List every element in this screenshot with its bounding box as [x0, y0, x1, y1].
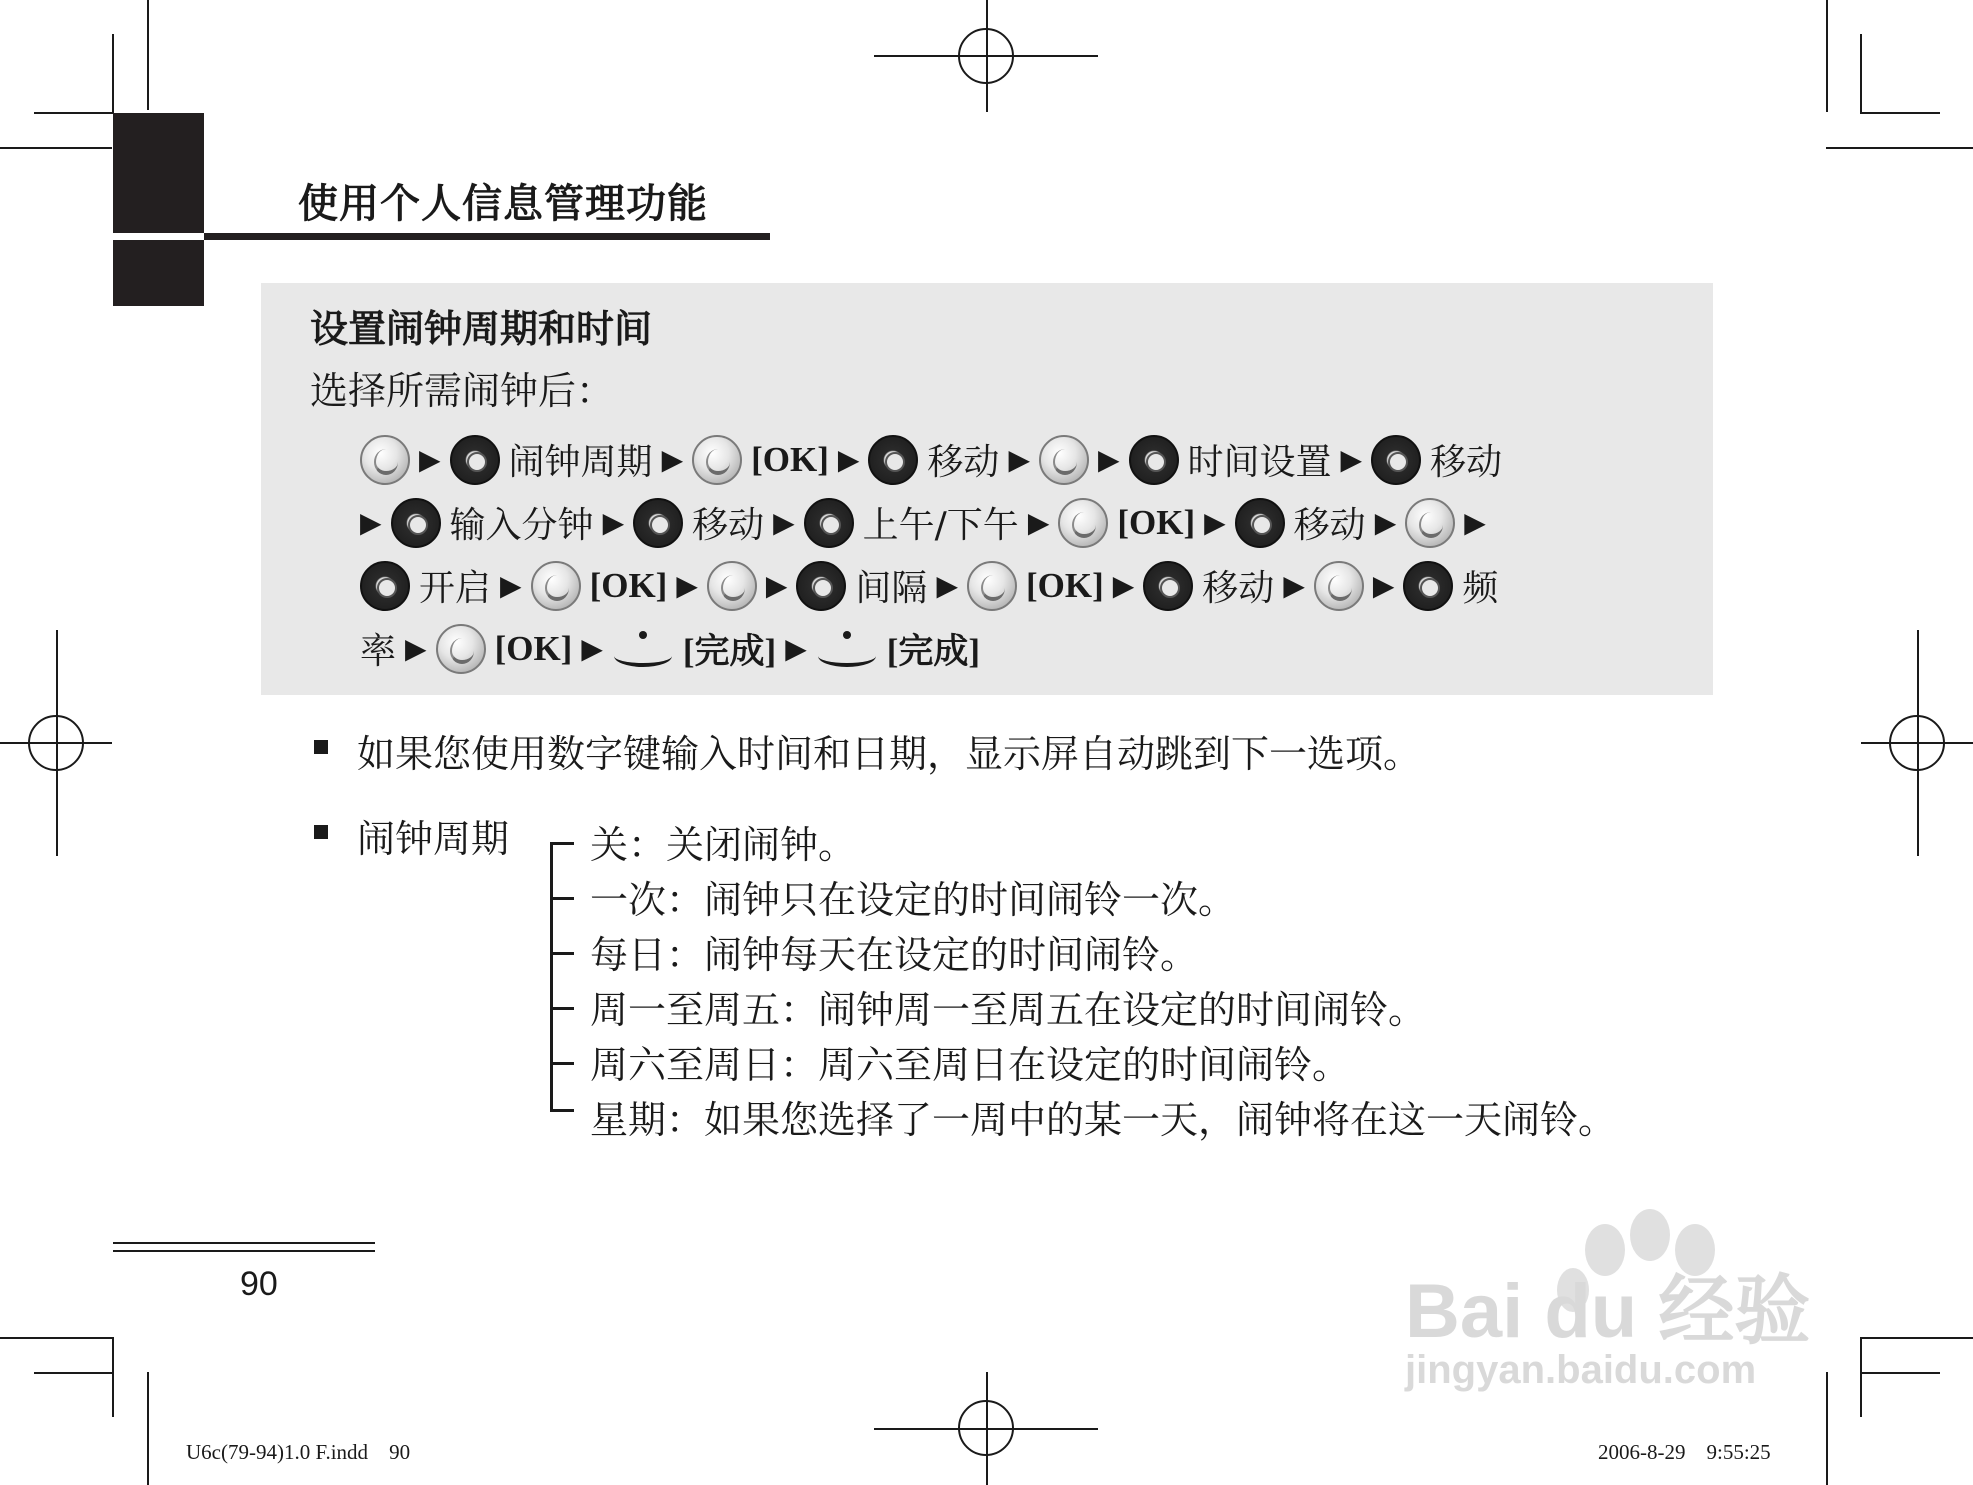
- procedure-steps: [360, 428, 1700, 680]
- step-enter-minutes: 输入分钟: [449, 505, 594, 546]
- option-weekend: 周六至周日：周六至周日在设定的时间闹铃。: [590, 1043, 1351, 1087]
- step-arrow-icon: ▶: [1374, 506, 1397, 539]
- step-done: [完成]: [682, 631, 777, 671]
- option-tree-bracket: [550, 842, 567, 1112]
- step-interval: 间隔: [855, 568, 928, 609]
- navigation-key-icon: [1129, 435, 1179, 485]
- alarm-cycle-options: [590, 818, 1616, 1148]
- crop-mark-tl-h2: [34, 112, 114, 114]
- select-key-icon: [1058, 498, 1108, 548]
- step-move: 移动: [927, 442, 1000, 483]
- step-move: 移动: [1293, 505, 1366, 546]
- select-key-icon: [692, 435, 742, 485]
- step-done: [完成]: [886, 631, 981, 671]
- note-alarm-cycle-label: 闹钟周期: [357, 817, 510, 861]
- crop-mark-tl-v2: [112, 34, 114, 114]
- select-key-icon: [1405, 498, 1455, 548]
- step-arrow-icon: ▶: [1283, 569, 1305, 602]
- page-number-rule: [113, 1242, 375, 1244]
- option-tree-tick: [550, 1007, 574, 1010]
- option-daily: 每日：闹钟每天在设定的时间闹铃。: [590, 933, 1199, 977]
- step-move: 移动: [1202, 568, 1275, 609]
- option-weekday-select: 星期：如果您选择了一周中的某一天，闹钟将在这一天闹铃。: [590, 1098, 1617, 1142]
- navigation-key-icon: [360, 561, 410, 611]
- step-arrow-icon: ▶: [405, 632, 427, 665]
- step-arrow-icon: ▶: [602, 506, 625, 539]
- step-on: 开启: [419, 568, 492, 609]
- crop-mark-bl-v2: [112, 1337, 114, 1417]
- bullet-square-icon: [314, 740, 328, 754]
- baidu-watermark: [1405, 1180, 1865, 1410]
- step-arrow-icon: ▶: [765, 569, 788, 602]
- step-ok: [OK]: [1025, 565, 1104, 605]
- option-tree-tick: [550, 897, 574, 900]
- navigation-key-icon: [796, 561, 846, 611]
- step-alarm-cycle: 闹钟周期: [508, 442, 653, 483]
- step-arrow-icon: ▶: [581, 632, 603, 665]
- footer-filename: [186, 1440, 410, 1465]
- crop-mark-tl-h: [0, 147, 112, 149]
- step-arrow-icon: ▶: [419, 443, 441, 476]
- steps-row-3: [360, 554, 1700, 617]
- footer-timestamp: [1598, 1440, 1771, 1465]
- section-tab-lower: [113, 240, 204, 306]
- step-frequency-part2: 率: [360, 631, 397, 672]
- step-arrow-icon: ▶: [785, 632, 807, 665]
- step-arrow-icon: ▶: [1340, 443, 1363, 476]
- step-arrow-icon: ▶: [360, 506, 382, 539]
- soft-key-icon: [816, 631, 878, 667]
- step-arrow-icon: ▶: [1204, 506, 1226, 539]
- crop-mark-br-h2: [1860, 1372, 1940, 1374]
- crop-mark-bl-h: [0, 1337, 112, 1339]
- option-off: 关：关闭闹钟。: [590, 823, 857, 867]
- select-key-icon: [1039, 435, 1089, 485]
- procedure-title: 设置闹钟周期和时间: [310, 307, 653, 351]
- option-once: 一次：闹钟只在设定的时间闹铃一次。: [590, 878, 1237, 922]
- crop-mark-tr-h2: [1860, 112, 1940, 114]
- steps-row-1: [360, 428, 1700, 491]
- navigation-key-icon: [391, 498, 441, 548]
- step-arrow-icon: ▶: [1372, 569, 1395, 602]
- select-key-icon: [1314, 561, 1364, 611]
- step-arrow-icon: ▶: [1097, 443, 1120, 476]
- section-title: 使用个人信息管理功能: [298, 181, 708, 227]
- select-key-icon: [531, 561, 581, 611]
- crop-mark-tr-v2: [1860, 34, 1862, 114]
- bullet-square-icon: [314, 825, 328, 839]
- navigation-key-icon: [450, 435, 500, 485]
- step-arrow-icon: ▶: [773, 506, 795, 539]
- section-tab-upper: [113, 113, 204, 233]
- step-arrow-icon: ▶: [837, 443, 860, 476]
- navigation-key-icon: [1143, 561, 1193, 611]
- crop-mark-bl-h2: [34, 1372, 114, 1374]
- page-number: 90: [240, 1265, 278, 1303]
- crop-mark-bl-v: [147, 1372, 149, 1485]
- steps-row-4: [360, 617, 1700, 680]
- steps-row-2: [360, 491, 1700, 554]
- option-weekdays: 周一至周五：闹钟周一至周五在设定的时间闹铃。: [590, 988, 1427, 1032]
- step-ok: [OK]: [751, 439, 829, 479]
- step-time-setting: 时间设置: [1187, 442, 1332, 483]
- navigation-key-icon: [1371, 435, 1421, 485]
- navigation-key-icon: [1403, 561, 1453, 611]
- select-key-icon: [707, 561, 757, 611]
- select-key-icon: [436, 624, 486, 674]
- procedure-subtitle: 选择所需闹钟后：: [310, 369, 615, 413]
- note-number-keys: 如果您使用数字键输入时间和日期，显示屏自动跳到下一选项。: [357, 732, 1422, 776]
- step-arrow-icon: ▶: [1008, 443, 1030, 476]
- option-tree-tick: [550, 842, 574, 845]
- step-arrow-icon: ▶: [676, 569, 698, 602]
- crop-mark-br-h: [1860, 1337, 1973, 1339]
- option-tree-tick: [550, 1062, 574, 1065]
- crop-mark-tr-v: [1826, 0, 1828, 112]
- crop-mark-tr-h: [1826, 147, 1973, 149]
- soft-key-icon: [612, 631, 674, 667]
- step-ok: [OK]: [1117, 502, 1196, 542]
- step-arrow-icon: ▶: [936, 569, 958, 602]
- step-move: 移动: [692, 505, 765, 546]
- footer-date: 2006-8-29: [1598, 1440, 1686, 1464]
- step-arrow-icon: ▶: [1027, 506, 1050, 539]
- footer-page: 90: [389, 1440, 411, 1464]
- navigation-key-icon: [1235, 498, 1285, 548]
- navigation-key-icon: [804, 498, 854, 548]
- select-key-icon: [967, 561, 1017, 611]
- footer-time: 9:55:25: [1706, 1440, 1771, 1464]
- option-tree-tick: [550, 952, 574, 955]
- step-ok: [OK]: [589, 565, 668, 605]
- step-arrow-icon: ▶: [1464, 506, 1486, 539]
- step-arrow-icon: ▶: [500, 569, 522, 602]
- step-arrow-icon: ▶: [661, 443, 684, 476]
- page-number-rule: [113, 1250, 375, 1252]
- watermark-url: jingyan.baidu.com: [1405, 1348, 1757, 1392]
- step-move: 移动: [1430, 442, 1503, 483]
- select-key-icon: [360, 435, 410, 485]
- option-tree-tick: [550, 1109, 574, 1112]
- footer-file: U6c(79-94)1.0 F.indd: [186, 1440, 369, 1464]
- navigation-key-icon: [868, 435, 918, 485]
- title-rule: [204, 233, 770, 240]
- step-frequency-part1: 频: [1462, 568, 1499, 609]
- step-am-pm: 上午/下午: [862, 505, 1019, 546]
- navigation-key-icon: [633, 498, 683, 548]
- step-ok: [OK]: [494, 628, 573, 668]
- step-arrow-icon: ▶: [1112, 569, 1135, 602]
- watermark-brand: Bai du 经验: [1405, 1269, 1811, 1354]
- crop-mark-tl-v: [147, 0, 149, 110]
